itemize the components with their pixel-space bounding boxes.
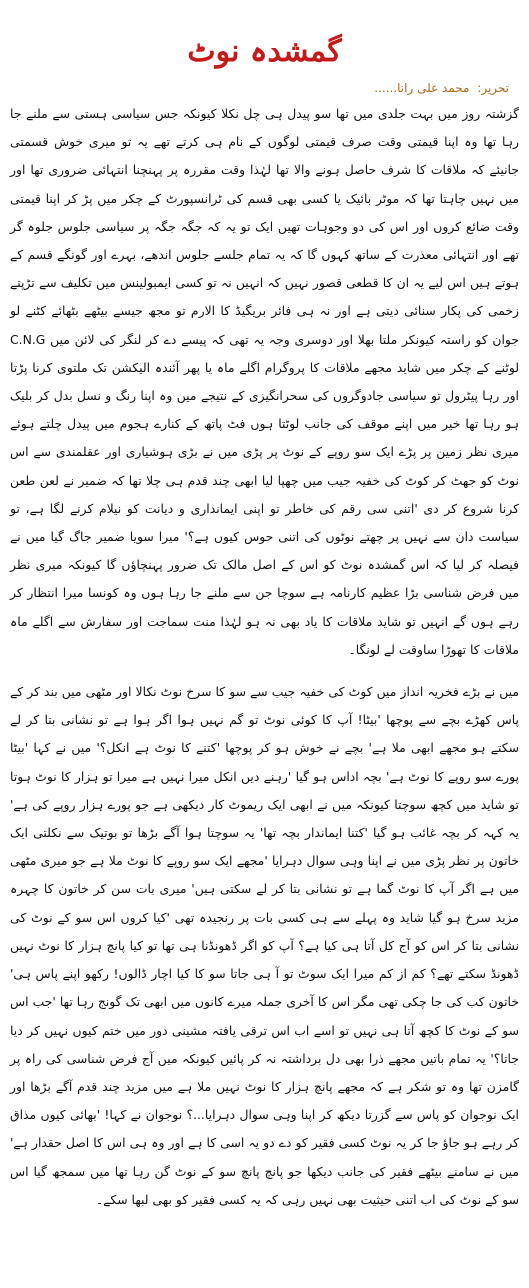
author-name: محمد علی رانا...... bbox=[374, 81, 470, 95]
article-page bbox=[0, 30, 529, 1288]
paragraph-1: گزشتہ روز میں بہت جلدی میں تھا سو پیدل ہی چل نکلا کیونکہ جس سیاسی ہستی سے ملنے جا رہا تھا وہ اپنا قیمتی وقت صرف قیمتی لوگوں کے نام ہی کرتے تھے یہ تو میری خوش قسمتی جانیئے کہ ملاقات کا شرف حاصل ہونے والا تھا لہٰذا وقت مقررہ پر پہنچنا انتہائی ضروری تھا اور میں نہیں چاہتا تھا کہ موٹر بائیک یا کسی بھی قسم کی ٹرانسپورٹ کے چکر میں پڑ کر اپنا قیمتی وقت ضائع کروں اور اس کی دو وجوہات تھیں ایک تو یہ کہ جگہ جگہ پر سیاسی جلوس جلوہ گر تھے اور انتہائی معذرت کے ساتھ کہوں گا کہ یہ تمام جلسے جلوس اندھے، بہرے اور گونگے قسم کے ہوتے ہیں اس لیے یہ ان کا قطعی قصور نہیں کہ انہیں نہ تو کسی ایمبولینس میں تکلیف سے تڑپتے زخمی کی پکار سنائی دیتی ہے اور نہ ہی فائر بریگیڈ کا الارم تو مجھ جیسے بیٹھے بٹھائے کٹنے لو جوان کو راستہ کیونکر ملتا بھلا اور دوسری وجہ یہ تھی کہ پیسے دے کر لنگر کی لائن میں C.N.G لوٹنے کے چکر میں شاید مجھے ملاقات کا پروگرام اگلے ماہ یا پھر آئندہ الیکشن تک ملتوی کرنا پڑتا اور رہا پیٹرول تو سیاسی جادوگروں کی سحرانگیزی کے نتیجے میں وہ اپنا رنگ و نسل بدل کر بلیک ہو رہا تھا خیر میں اپنے موقف کی جانب لوٹتا ہوں فٹ پاتھ کے کنارے ہجوم میں پیدل چلتے ہوئے میری نظر زمین پر پڑے ایک سو روپے کے نوٹ پر پڑی میں نے بڑی ہوشیاری اور عقلمندی سے اس نوٹ کو جھٹ کر کوٹ کی خفیہ جیب میں چھپا لیا ابھی چند قدم ہی چلا تھا کہ ضمیر نے لعن طعن کرنا شروع کر دی 'اتنی سی رقم کی خاطر تو اپنی ایمانداری و دیانت کو نیلام کرنے لگا ہے، تو سیاست دان سے نہیں پر چھتے نوٹوں کی اتنی حوس کیوں ہے؟' میرا سویا ضمیر جاگ گیا میں نے فیصلہ کر لیا کہ اس گمشدہ نوٹ کو اس کے اصل مالک تک ضرور پہنچاؤں گا کیونکہ میری نظر میں فرض شناسی بڑا عظیم کارنامہ ہے سوچا جن سے ملنے جا رہا ہوں وہ کونسا میرا انتظار کر رہے ہوں گے انہیں تو شاید ملاقات کا یاد بھی نہ ہو لہٰذا منت سماجت اور سفارش سے اگلے ماہ ملاقات کا تھوڑا ساوقت لے لونگا۔ bbox=[10, 106, 519, 657]
byline-label: تحریر: bbox=[477, 81, 509, 95]
paragraph-2: میں نے بڑے فخریہ انداز میں کوٹ کی خفیہ جیب سے سو کا سرخ نوٹ نکالا اور مٹھی میں بند کر کے پاس کھڑے بچے سے پوچھا 'بیٹا! آپ کا کوئی نوٹ تو گم نہیں ہوا اگر ہوا ہے تو نشانی بتا کر لے سکتے ہو مجھے ابھی ملا ہے' بچے نے خوش ہو کر پوچھا 'کتنے کا نوٹ ہے انکل؟' میں نے کہا 'بیٹا پورے سو روپے کا نوٹ ہے' بچہ اداس ہو گیا 'رہنے دیں انکل میرا نہیں ہے میرا تو ہزار کا نوٹ ہوتا تو شاید میں کچھ سوچتا کیونکہ میں نے ابھی ایک ریموٹ کار دیکھی ہے جو پورے ہزار روپے کی ہے' یہ کہہ کر بچہ غائب ہو گیا 'کتنا ایماندار بچہ تھا' یہ سوچتا ہوا آگے بڑھا تو بوتیک سے نکلتی ایک خاتون پر نظر پڑی میں نے اپنا وہی سوال دہرایا 'مجھے ایک سو روپے کا نوٹ ملا ہے جو میری مٹھی میں ہے اگر آپ کا نوٹ گما ہے تو نشانی بتا کر لے سکتی ہیں' میری بات سن کر خاتون کا چہرہ مزید سرخ ہو گیا شاید وہ پہلے سے ہی کسی بات پر رنجیدہ تھی 'کیا کروں اس سو کے نوٹ کی نشانی بتا کر اس کو آج کل آتا ہی کیا ہے؟ آپ کو اگر ڈھونڈنا ہی تھا تو کیا پانچ ہزار کا نوٹ نہیں ڈھونڈ سکتے تھے؟ کم از کم میرا ایک سوٹ تو آ ہی جاتا سو کا کیا اچار ڈالوں! رکھو اپنے پاس ہی' خاتون کب کی جا چکی تھی مگر اس کا آخری جملہ میرے کانوں میں ابھی تک گونج رہا تھا 'جب اس سو کے نوٹ کا کچھ آتا ہی نہیں تو اسے اب اس ترقی یافتہ مشینی دور میں ختم کیوں نہیں کر دیا جاتا؟' یہ تمام باتیں مجھے ذرا بھی دل برداشتہ نہ کر پائیں کیونکہ میں آج فرض شناسی کی راہ پر گامزن تھا وہ تو شکر ہے کہ مجھے پانچ ہزار کا نوٹ نہیں ملا ہے میں مزید چند قدم آگے بڑھا اور ایک نوجوان کو پاس سے گزرتا دیکھ کر اپنا وہی سوال دہرایا...؟ نوجوان نے کہا! 'بھائی کیوں مذاق کر رہے ہو جاؤ جا کر یہ نوٹ کسی فقیر کو دے دو یہ اسی کا ہے اور وہ ہی اس کا اصل حقدار ہے' میں نے سامنے بیٹھے فقیر کی جانب دیکھا جو پانچ پانچ سو کے نوٹ گن رہا تھا میں سمجھ گیا اس سو کے نوٹ کی اب اتنی حیثیت بھی نہیں رہی کہ یہ کسی فقیر کو بھی لبھا سکے۔ bbox=[10, 684, 519, 1207]
article-body bbox=[10, 100, 519, 1214]
article-title: گمشدہ نوٹ bbox=[187, 34, 342, 69]
byline bbox=[10, 76, 509, 100]
